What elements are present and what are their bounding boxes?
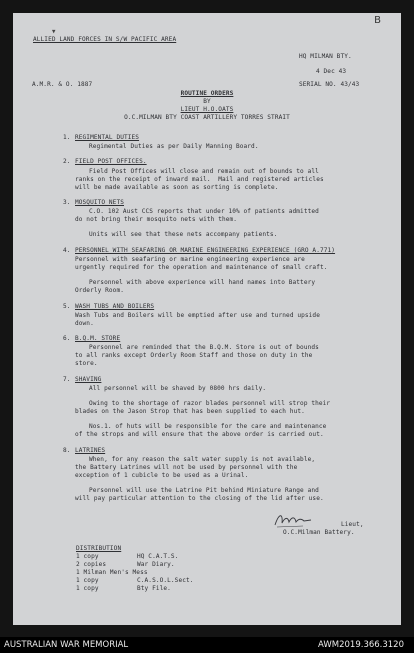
force-heading: ALLIED LAND FORCES IN S/W PACIFIC AREA <box>33 36 177 43</box>
item-text: the Battery Latrines will not be used by personnel with the <box>75 464 298 471</box>
item-text: down. <box>75 320 94 327</box>
reference-line: A.M.R. & O. 1887 <box>32 81 93 88</box>
title-routine-orders: ROUTINE ORDERS <box>180 90 234 97</box>
item-text: When, for any reason the salt water supply is not available, <box>89 456 316 463</box>
item-number: 2. <box>63 158 71 165</box>
item-text: Regimental Duties as per Daily Manning Board. <box>89 143 259 150</box>
item-text: ranks on the receipt of inward mail. Mail and registered articles <box>75 176 324 183</box>
item-number: 3. <box>63 199 71 206</box>
signature-icon <box>273 511 313 529</box>
item-text: to all ranks except Orderly Room Staff and those on duty in the <box>75 352 313 359</box>
item-text: Personnel are reminded that the B.Q.M. Store is out of bounds <box>89 344 319 351</box>
corner-mark: B <box>374 15 381 26</box>
distribution-dest: C.A.S.O.L.Sect. <box>137 577 194 584</box>
item-text: Personnel with above experience will hand names into Battery <box>89 279 316 286</box>
title-officer: LIEUT H.O.OATS <box>180 106 234 113</box>
distribution-title: DISTRIBUTION <box>76 545 122 552</box>
distribution-qty: 1 copy <box>76 585 99 592</box>
item-heading: B.Q.M. STORE <box>75 335 121 342</box>
item-heading: LATRINES <box>75 447 106 454</box>
item-text: Units will see that these nets accompany patients. <box>89 231 278 238</box>
item-text: do not bring their mosquito nets with them. <box>75 216 238 223</box>
item-text: Personnel will use the Latrine Pit behind Miniature Range and <box>89 487 319 494</box>
signoff-unit: O.C.Milman Battery. <box>283 529 355 536</box>
item-text: blades on the Jason Strop that has been supplied to each hut. <box>75 408 305 415</box>
item-heading: REGIMENTAL DUTIES <box>75 134 140 141</box>
date-line: 4 Dec 43 <box>316 68 347 75</box>
item-text: urgently required for the operation and maintenance of small craft. <box>75 264 328 271</box>
title-by: BY <box>203 98 211 105</box>
item-number: 6. <box>63 335 71 342</box>
item-number: 5. <box>63 303 71 310</box>
distribution-dest: HQ C.A.T.S. <box>137 553 179 560</box>
distribution-dest: Bty File. <box>137 585 171 592</box>
item-text: Owing to the shortage of razor blades personnel will strop their <box>89 400 331 407</box>
item-text: will be made available as soon as sorting is complete. <box>75 184 279 191</box>
pin-mark-icon: ▾ <box>51 27 57 37</box>
item-number: 7. <box>63 376 71 383</box>
distribution-qty: 1 copy <box>76 553 99 560</box>
item-text: C.O. 102 Aust CCS reports that under 10% of patients admitted <box>89 208 319 215</box>
serial-line: SERIAL NO. 43/43 <box>299 81 360 88</box>
title-unit: O.C.MILMAN BTY COAST ARTILLERY TORRES STRAIT <box>124 114 290 121</box>
item-heading: WASH TUBS AND BOILERS <box>75 303 155 310</box>
item-text: of the strops and will ensure that the above order is carried out. <box>75 431 324 438</box>
item-heading: SHAVING <box>75 376 102 383</box>
item-text: store. <box>75 360 98 367</box>
hq-line: HQ MILMAN BTY. <box>299 53 352 60</box>
distribution-qty: 1 Milman Men's Mess <box>76 569 148 576</box>
item-text: exception of 1 cubicle to be used as a Urinal. <box>75 472 249 479</box>
document-page <box>13 13 401 625</box>
caption-source: AUSTRALIAN WAR MEMORIAL <box>4 640 129 650</box>
item-heading: FIELD POST OFFICES. <box>75 158 147 165</box>
distribution-dest: War Diary. <box>137 561 175 568</box>
item-heading: PERSONNEL WITH SEAFARING OR MARINE ENGINEERING EXPERIENCE (GRO A.771) <box>75 247 336 254</box>
item-heading: MOSQUITO NETS <box>75 199 124 206</box>
item-text: Wash Tubs and Boilers will be emptied after use and turned upside <box>75 312 320 319</box>
item-text: will pay particular attention to the closing of the lid after use. <box>75 495 324 502</box>
caption-accession: AWM2019.366.3120 <box>318 640 404 650</box>
distribution-qty: 1 copy <box>76 577 99 584</box>
item-text: Orderly Room. <box>75 287 124 294</box>
item-text: Nos.1. of huts will be responsible for the care and maintenance <box>89 423 327 430</box>
item-number: 4. <box>63 247 71 254</box>
distribution-qty: 2 copies <box>76 561 107 568</box>
item-number: 1. <box>63 134 71 141</box>
item-text: Personnel with seafaring or marine engineering experience are <box>75 256 305 263</box>
item-text: Field Post Offices will close and remain out of bounds to all <box>89 168 319 175</box>
caption-bar <box>0 637 414 653</box>
item-text: All personnel will be shaved by 0800 hrs daily. <box>89 385 267 392</box>
item-number: 8. <box>63 447 71 454</box>
signoff-rank: Lieut, <box>341 521 364 528</box>
